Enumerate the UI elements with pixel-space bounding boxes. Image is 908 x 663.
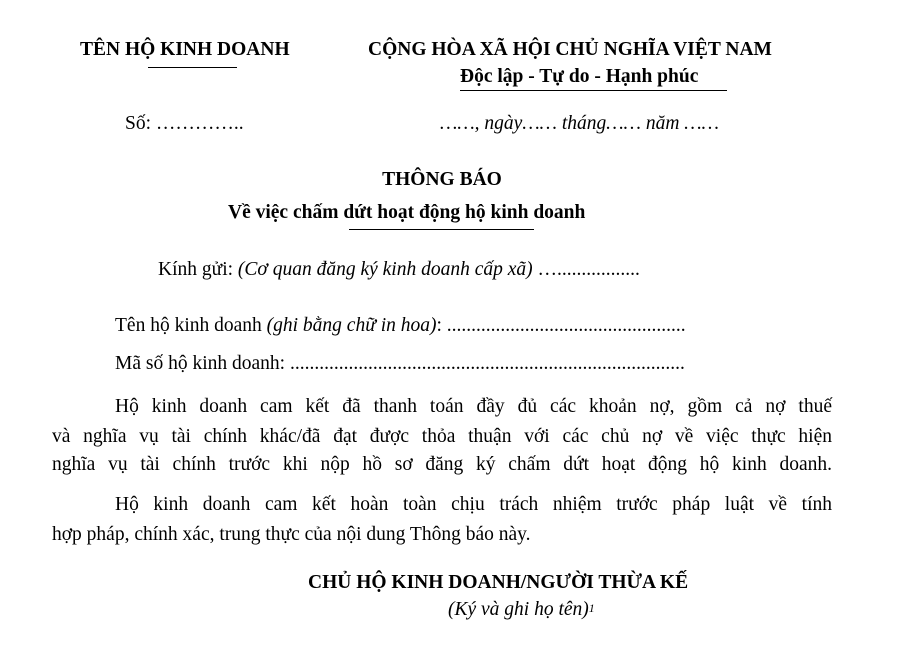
document-number: Số: ………….. [125,113,244,134]
divider [148,67,237,68]
field-hint: (ghi bằng chữ in hoa) [266,315,437,336]
country-heading: CỘNG HÒA XÃ HỘI CHỦ NGHĨA VIỆT NAM [368,39,772,60]
recipient-label: Kính gửi: [158,259,238,280]
page-subtitle: Về việc chấm dứt hoạt động hộ kinh doanh [228,202,586,223]
field-label: Mã số hộ kinh doanh: [115,353,290,374]
business-name-heading: TÊN HỘ KINH DOANH [80,39,290,60]
business-name-field [115,315,686,337]
field-label: Tên hộ kinh doanh [115,315,267,336]
footnote-mark: 1 [588,601,595,615]
divider [349,229,534,230]
recipient-line [158,259,640,281]
page-title: THÔNG BÁO [382,169,502,190]
paragraph-line: và nghĩa vụ tài chính khác/đã đạt được thỏa thuận với các chủ nợ về việc thực hiện [52,426,832,447]
paragraph-line: nghĩa vụ tài chính trước khi nộp hồ sơ đăng ký chấm dứt hoạt động hộ kinh doanh. [52,454,832,475]
motto: Độc lập - Tự do - Hạnh phúc [460,66,699,87]
paragraph-line: hợp pháp, chính xác, trung thực của nội dung Thông báo này. [52,524,531,545]
paragraph-line: Hộ kinh doanh cam kết hoàn toàn chịu trách nhiệm trước pháp luật về tính [115,494,832,515]
recipient-hint: (Cơ quan đăng ký kinh doanh cấp xã) [237,259,533,280]
signature-note-text: (Ký và ghi họ tên) [448,599,589,620]
signature-title: CHỦ HỘ KINH DOANH/NGƯỜI THỪA KẾ [308,572,689,593]
document-date: ……, ngày…… tháng…… năm …… [440,113,719,134]
field-dots: : ................................................. [436,315,686,336]
recipient-dots: …................. [532,259,640,280]
business-code-field [115,353,685,375]
divider [460,90,727,91]
paragraph-line: Hộ kinh doanh cam kết đã thanh toán đầy đủ các khoản nợ, gồm cả nợ thuế [115,396,832,417]
signature-note [448,599,595,621]
field-dots: ................................................................................. [289,353,685,374]
